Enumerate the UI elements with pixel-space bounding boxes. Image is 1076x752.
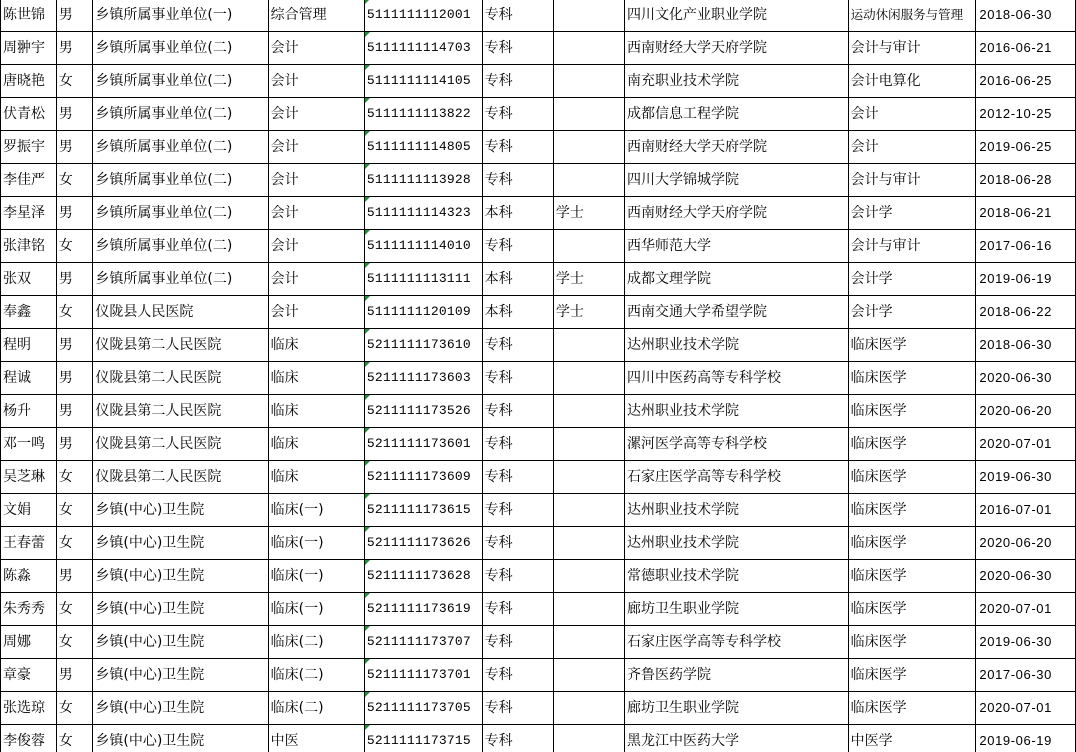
- cell-unit[interactable]: 仪陇县第二人民医院: [93, 461, 268, 494]
- cell-exam-no[interactable]: 5111111113822: [364, 98, 482, 131]
- cell-education[interactable]: 专科: [482, 461, 553, 494]
- cell-major[interactable]: 临床医学: [848, 329, 976, 362]
- cell-degree[interactable]: [553, 725, 624, 752]
- cell-education[interactable]: 专科: [482, 692, 553, 725]
- cell-degree[interactable]: [553, 593, 624, 626]
- cell-major[interactable]: 临床医学: [848, 593, 976, 626]
- cell-major[interactable]: 临床医学: [848, 626, 976, 659]
- cell-major[interactable]: 会计电算化: [848, 65, 976, 98]
- cell-gender[interactable]: 男: [56, 197, 93, 230]
- cell-education[interactable]: 专科: [482, 527, 553, 560]
- cell-degree[interactable]: [553, 428, 624, 461]
- cell-gender[interactable]: 女: [56, 494, 93, 527]
- cell-position[interactable]: 临床: [268, 395, 364, 428]
- table-row: [1, 461, 1076, 494]
- cell-name[interactable]: 邓一鸣: [1, 428, 57, 461]
- cell-school[interactable]: 廊坊卫生职业学院: [625, 692, 849, 725]
- cell-education[interactable]: 本科: [482, 263, 553, 296]
- cell-position[interactable]: 会计: [268, 296, 364, 329]
- cell-school[interactable]: 西南交通大学希望学院: [625, 296, 849, 329]
- cell-grad-date[interactable]: 2020-07-01: [976, 692, 1076, 725]
- table-row: [1, 32, 1076, 65]
- cell-name[interactable]: 张双: [1, 263, 57, 296]
- cell-school[interactable]: 成都文理学院: [625, 263, 849, 296]
- cell-education[interactable]: 专科: [482, 428, 553, 461]
- cell-education[interactable]: 专科: [482, 560, 553, 593]
- cell-name[interactable]: 杨升: [1, 395, 57, 428]
- cell-education[interactable]: 专科: [482, 131, 553, 164]
- cell-major[interactable]: 会计学: [848, 197, 976, 230]
- cell-degree[interactable]: [553, 461, 624, 494]
- cell-degree[interactable]: 学士: [553, 263, 624, 296]
- cell-education[interactable]: 专科: [482, 98, 553, 131]
- cell-school[interactable]: 达州职业技术学院: [625, 395, 849, 428]
- cell-exam-no[interactable]: 5211111173705: [364, 692, 482, 725]
- cell-position[interactable]: 临床(一): [268, 593, 364, 626]
- cell-degree[interactable]: [553, 98, 624, 131]
- cell-exam-no[interactable]: 5111111114805: [364, 131, 482, 164]
- table-row: [1, 65, 1076, 98]
- cell-grad-date[interactable]: 2018-06-28: [976, 164, 1076, 197]
- table-row: [1, 329, 1076, 362]
- cell-school[interactable]: 达州职业技术学院: [625, 329, 849, 362]
- table-row: [1, 197, 1076, 230]
- cell-exam-no[interactable]: 5111111120109: [364, 296, 482, 329]
- cell-unit[interactable]: 乡镇(中心)卫生院: [93, 659, 268, 692]
- cell-gender[interactable]: 男: [56, 395, 93, 428]
- cell-grad-date[interactable]: 2012-10-25: [976, 98, 1076, 131]
- cell-grad-date[interactable]: 2020-07-01: [976, 593, 1076, 626]
- cell-unit[interactable]: 仪陇县第二人民医院: [93, 428, 268, 461]
- table-row: [1, 692, 1076, 725]
- cell-gender[interactable]: 女: [56, 593, 93, 626]
- cell-exam-no[interactable]: 5111111113928: [364, 164, 482, 197]
- cell-degree[interactable]: [553, 0, 624, 32]
- cell-gender[interactable]: 男: [56, 560, 93, 593]
- cell-exam-no[interactable]: 5211111173619: [364, 593, 482, 626]
- cell-school[interactable]: 四川大学锦城学院: [625, 164, 849, 197]
- cell-school[interactable]: 西南财经大学天府学院: [625, 32, 849, 65]
- table-row: [1, 0, 1076, 32]
- cell-name[interactable]: 程诚: [1, 362, 57, 395]
- cell-degree[interactable]: 学士: [553, 197, 624, 230]
- cell-gender[interactable]: 女: [56, 527, 93, 560]
- cell-education[interactable]: 专科: [482, 626, 553, 659]
- cell-name[interactable]: 程明: [1, 329, 57, 362]
- cell-major[interactable]: 中医学: [848, 725, 976, 752]
- cell-exam-no[interactable]: 5211111173603: [364, 362, 482, 395]
- cell-grad-date[interactable]: 2019-06-30: [976, 626, 1076, 659]
- cell-unit[interactable]: 乡镇所属事业单位(二): [93, 65, 268, 98]
- cell-unit[interactable]: 乡镇(中心)卫生院: [93, 560, 268, 593]
- cell-position[interactable]: 临床(二): [268, 659, 364, 692]
- cell-gender[interactable]: 女: [56, 65, 93, 98]
- cell-exam-no[interactable]: 5111111114703: [364, 32, 482, 65]
- cell-exam-no[interactable]: 5211111173626: [364, 527, 482, 560]
- cell-name[interactable]: 陈世锦: [1, 0, 57, 32]
- cell-school[interactable]: 廊坊卫生职业学院: [625, 593, 849, 626]
- cell-grad-date[interactable]: 2020-06-20: [976, 527, 1076, 560]
- cell-exam-no[interactable]: 5111111112001: [364, 0, 482, 32]
- cell-gender[interactable]: 男: [56, 98, 93, 131]
- cell-position[interactable]: 临床: [268, 428, 364, 461]
- cell-grad-date[interactable]: 2018-06-30: [976, 0, 1076, 32]
- cell-major[interactable]: 临床医学: [848, 428, 976, 461]
- cell-name[interactable]: 伏青松: [1, 98, 57, 131]
- cell-unit[interactable]: 仪陇县第二人民医院: [93, 395, 268, 428]
- cell-gender[interactable]: 男: [56, 0, 93, 32]
- cell-name[interactable]: 朱秀秀: [1, 593, 57, 626]
- cell-name[interactable]: 奉鑫: [1, 296, 57, 329]
- cell-name[interactable]: 张津铭: [1, 230, 57, 263]
- cell-gender[interactable]: 男: [56, 659, 93, 692]
- table-row: [1, 164, 1076, 197]
- cell-position[interactable]: 会计: [268, 131, 364, 164]
- cell-grad-date[interactable]: 2016-06-25: [976, 65, 1076, 98]
- cell-school[interactable]: 达州职业技术学院: [625, 527, 849, 560]
- cell-position[interactable]: 会计: [268, 65, 364, 98]
- cell-school[interactable]: 成都信息工程学院: [625, 98, 849, 131]
- cell-name[interactable]: 周翀宇: [1, 32, 57, 65]
- cell-exam-no[interactable]: 5211111173701: [364, 659, 482, 692]
- cell-gender[interactable]: 女: [56, 692, 93, 725]
- cell-grad-date[interactable]: 2020-06-20: [976, 395, 1076, 428]
- cell-school[interactable]: 漯河医学高等专科学校: [625, 428, 849, 461]
- cell-name[interactable]: 章豪: [1, 659, 57, 692]
- cell-position[interactable]: 临床(二): [268, 626, 364, 659]
- cell-unit[interactable]: 乡镇(中心)卫生院: [93, 527, 268, 560]
- table-row: [1, 263, 1076, 296]
- cell-education[interactable]: 专科: [482, 659, 553, 692]
- cell-gender[interactable]: 男: [56, 263, 93, 296]
- cell-degree[interactable]: 学士: [553, 296, 624, 329]
- cell-grad-date[interactable]: 2020-07-01: [976, 428, 1076, 461]
- table-row: [1, 428, 1076, 461]
- cell-unit[interactable]: 仪陇县第二人民医院: [93, 362, 268, 395]
- cell-education[interactable]: 本科: [482, 296, 553, 329]
- cell-school[interactable]: 西华师范大学: [625, 230, 849, 263]
- cell-position[interactable]: 临床: [268, 329, 364, 362]
- cell-gender[interactable]: 女: [56, 725, 93, 752]
- cell-grad-date[interactable]: 2019-06-30: [976, 461, 1076, 494]
- cell-exam-no[interactable]: 5211111173715: [364, 725, 482, 752]
- table-row: [1, 98, 1076, 131]
- cell-name[interactable]: 李佳严: [1, 164, 57, 197]
- cell-unit[interactable]: 仪陇县第二人民医院: [93, 329, 268, 362]
- cell-grad-date[interactable]: 2020-06-30: [976, 560, 1076, 593]
- cell-major[interactable]: 会计与审计: [848, 32, 976, 65]
- cell-degree[interactable]: [553, 395, 624, 428]
- cell-grad-date[interactable]: 2020-06-30: [976, 362, 1076, 395]
- cell-gender[interactable]: 女: [56, 296, 93, 329]
- cell-major[interactable]: 临床医学: [848, 395, 976, 428]
- cell-exam-no[interactable]: 5111111114010: [364, 230, 482, 263]
- cell-name[interactable]: 张选琼: [1, 692, 57, 725]
- table-row: [1, 395, 1076, 428]
- cell-position[interactable]: 临床: [268, 461, 364, 494]
- cell-school[interactable]: 石家庄医学高等专科学校: [625, 626, 849, 659]
- cell-unit[interactable]: 乡镇(中心)卫生院: [93, 593, 268, 626]
- cell-education[interactable]: 本科: [482, 197, 553, 230]
- cell-education[interactable]: 专科: [482, 0, 553, 32]
- cell-major[interactable]: 会计学: [848, 296, 976, 329]
- cell-major[interactable]: 会计学: [848, 263, 976, 296]
- table-row: [1, 626, 1076, 659]
- cell-gender[interactable]: 男: [56, 32, 93, 65]
- cell-education[interactable]: 专科: [482, 65, 553, 98]
- cell-gender[interactable]: 男: [56, 362, 93, 395]
- cell-education[interactable]: 专科: [482, 725, 553, 752]
- cell-unit[interactable]: 乡镇所属事业单位(二): [93, 164, 268, 197]
- cell-position[interactable]: 临床: [268, 362, 364, 395]
- cell-gender[interactable]: 男: [56, 428, 93, 461]
- cell-exam-no[interactable]: 5111111113111: [364, 263, 482, 296]
- cell-grad-date[interactable]: 2018-06-22: [976, 296, 1076, 329]
- table-body: [1, 0, 1076, 752]
- cell-exam-no[interactable]: 5211111173615: [364, 494, 482, 527]
- cell-school[interactable]: 西南财经大学天府学院: [625, 131, 849, 164]
- cell-school[interactable]: 四川中医药高等专科学校: [625, 362, 849, 395]
- cell-position[interactable]: 会计: [268, 164, 364, 197]
- cell-degree[interactable]: [553, 65, 624, 98]
- cell-grad-date[interactable]: 2016-06-21: [976, 32, 1076, 65]
- cell-major[interactable]: 运动休闲服务与管理: [848, 0, 976, 32]
- cell-unit[interactable]: 仪陇县人民医院: [93, 296, 268, 329]
- cell-degree[interactable]: [553, 362, 624, 395]
- cell-school[interactable]: 常德职业技术学院: [625, 560, 849, 593]
- cell-school[interactable]: 齐鲁医药学院: [625, 659, 849, 692]
- cell-major[interactable]: 临床医学: [848, 527, 976, 560]
- cell-education[interactable]: 专科: [482, 164, 553, 197]
- cell-degree[interactable]: [553, 329, 624, 362]
- cell-name[interactable]: 李星泽: [1, 197, 57, 230]
- table-row: [1, 362, 1076, 395]
- cell-education[interactable]: 专科: [482, 329, 553, 362]
- cell-major[interactable]: 会计与审计: [848, 230, 976, 263]
- cell-name[interactable]: 吴芝琳: [1, 461, 57, 494]
- cell-gender[interactable]: 男: [56, 131, 93, 164]
- table-row: [1, 560, 1076, 593]
- cell-name[interactable]: 王春蕾: [1, 527, 57, 560]
- cell-gender[interactable]: 女: [56, 230, 93, 263]
- cell-unit[interactable]: 乡镇(中心)卫生院: [93, 692, 268, 725]
- cell-position[interactable]: 综合管理: [268, 0, 364, 32]
- cell-unit[interactable]: 乡镇所属事业单位(二): [93, 230, 268, 263]
- cell-gender[interactable]: 女: [56, 626, 93, 659]
- cell-unit[interactable]: 乡镇所属事业单位(二): [93, 32, 268, 65]
- cell-major[interactable]: 会计与审计: [848, 164, 976, 197]
- cell-exam-no[interactable]: 5111111114323: [364, 197, 482, 230]
- cell-education[interactable]: 专科: [482, 230, 553, 263]
- cell-degree[interactable]: [553, 164, 624, 197]
- cell-major[interactable]: 临床医学: [848, 461, 976, 494]
- cell-exam-no[interactable]: 5211111173526: [364, 395, 482, 428]
- cell-degree[interactable]: [553, 692, 624, 725]
- cell-unit[interactable]: 乡镇(中心)卫生院: [93, 626, 268, 659]
- cell-school[interactable]: 黑龙江中医药大学: [625, 725, 849, 752]
- cell-education[interactable]: 专科: [482, 362, 553, 395]
- cell-unit[interactable]: 乡镇所属事业单位(一): [93, 0, 268, 32]
- cell-major[interactable]: 会计: [848, 131, 976, 164]
- cell-degree[interactable]: [553, 527, 624, 560]
- cell-degree[interactable]: [553, 32, 624, 65]
- table-row: [1, 527, 1076, 560]
- cell-name[interactable]: 李俊蓉: [1, 725, 57, 752]
- cell-major[interactable]: 临床医学: [848, 494, 976, 527]
- cell-position[interactable]: 临床(二): [268, 692, 364, 725]
- cell-grad-date[interactable]: 2017-06-30: [976, 659, 1076, 692]
- cell-exam-no[interactable]: 5111111114105: [364, 65, 482, 98]
- cell-grad-date[interactable]: 2019-06-25: [976, 131, 1076, 164]
- cell-name[interactable]: 唐晓艳: [1, 65, 57, 98]
- cell-education[interactable]: 专科: [482, 593, 553, 626]
- cell-gender[interactable]: 男: [56, 329, 93, 362]
- cell-education[interactable]: 专科: [482, 32, 553, 65]
- table-row: [1, 725, 1076, 752]
- cell-major[interactable]: 临床医学: [848, 692, 976, 725]
- cell-major[interactable]: 会计: [848, 98, 976, 131]
- cell-education[interactable]: 专科: [482, 494, 553, 527]
- cell-name[interactable]: 文娟: [1, 494, 57, 527]
- cell-unit[interactable]: 乡镇(中心)卫生院: [93, 725, 268, 752]
- cell-education[interactable]: 专科: [482, 395, 553, 428]
- cell-exam-no[interactable]: 5211111173707: [364, 626, 482, 659]
- cell-major[interactable]: 临床医学: [848, 659, 976, 692]
- cell-grad-date[interactable]: 2018-06-21: [976, 197, 1076, 230]
- cell-grad-date[interactable]: 2017-06-16: [976, 230, 1076, 263]
- cell-degree[interactable]: [553, 230, 624, 263]
- cell-degree[interactable]: [553, 560, 624, 593]
- cell-position[interactable]: 临床(一): [268, 560, 364, 593]
- table-row: [1, 230, 1076, 263]
- cell-gender[interactable]: 女: [56, 461, 93, 494]
- table-row: [1, 593, 1076, 626]
- cell-unit[interactable]: 乡镇(中心)卫生院: [93, 494, 268, 527]
- table-row: [1, 659, 1076, 692]
- cell-position[interactable]: 临床(一): [268, 494, 364, 527]
- cell-name[interactable]: 周娜: [1, 626, 57, 659]
- cell-grad-date[interactable]: 2016-07-01: [976, 494, 1076, 527]
- cell-school[interactable]: 西南财经大学天府学院: [625, 197, 849, 230]
- cell-position[interactable]: 会计: [268, 197, 364, 230]
- cell-name[interactable]: 陈淼: [1, 560, 57, 593]
- cell-school[interactable]: 南充职业技术学院: [625, 65, 849, 98]
- cell-school[interactable]: 四川文化产业职业学院: [625, 0, 849, 32]
- cell-unit[interactable]: 乡镇所属事业单位(二): [93, 98, 268, 131]
- cell-position[interactable]: 会计: [268, 263, 364, 296]
- cell-exam-no[interactable]: 5211111173628: [364, 560, 482, 593]
- cell-name[interactable]: 罗振宇: [1, 131, 57, 164]
- cell-position[interactable]: 中医: [268, 725, 364, 752]
- cell-position[interactable]: 会计: [268, 32, 364, 65]
- table-row: [1, 494, 1076, 527]
- cell-grad-date[interactable]: 2018-06-30: [976, 329, 1076, 362]
- cell-exam-no[interactable]: 5211111173609: [364, 461, 482, 494]
- cell-exam-no[interactable]: 5211111173610: [364, 329, 482, 362]
- cell-major[interactable]: 临床医学: [848, 560, 976, 593]
- cell-degree[interactable]: [553, 494, 624, 527]
- table-row: [1, 296, 1076, 329]
- cell-position[interactable]: 临床(一): [268, 527, 364, 560]
- cell-position[interactable]: 会计: [268, 230, 364, 263]
- cell-school[interactable]: 达州职业技术学院: [625, 494, 849, 527]
- table-row: [1, 131, 1076, 164]
- cell-grad-date[interactable]: 2019-06-19: [976, 263, 1076, 296]
- cell-school[interactable]: 石家庄医学高等专科学校: [625, 461, 849, 494]
- cell-degree[interactable]: [553, 626, 624, 659]
- cell-unit[interactable]: 乡镇所属事业单位(二): [93, 197, 268, 230]
- cell-major[interactable]: 临床医学: [848, 362, 976, 395]
- cell-position[interactable]: 会计: [268, 98, 364, 131]
- cell-gender[interactable]: 女: [56, 164, 93, 197]
- cell-unit[interactable]: 乡镇所属事业单位(二): [93, 131, 268, 164]
- cell-grad-date[interactable]: 2019-06-19: [976, 725, 1076, 752]
- cell-degree[interactable]: [553, 659, 624, 692]
- cell-unit[interactable]: 乡镇所属事业单位(二): [93, 263, 268, 296]
- cell-exam-no[interactable]: 5211111173601: [364, 428, 482, 461]
- cell-degree[interactable]: [553, 131, 624, 164]
